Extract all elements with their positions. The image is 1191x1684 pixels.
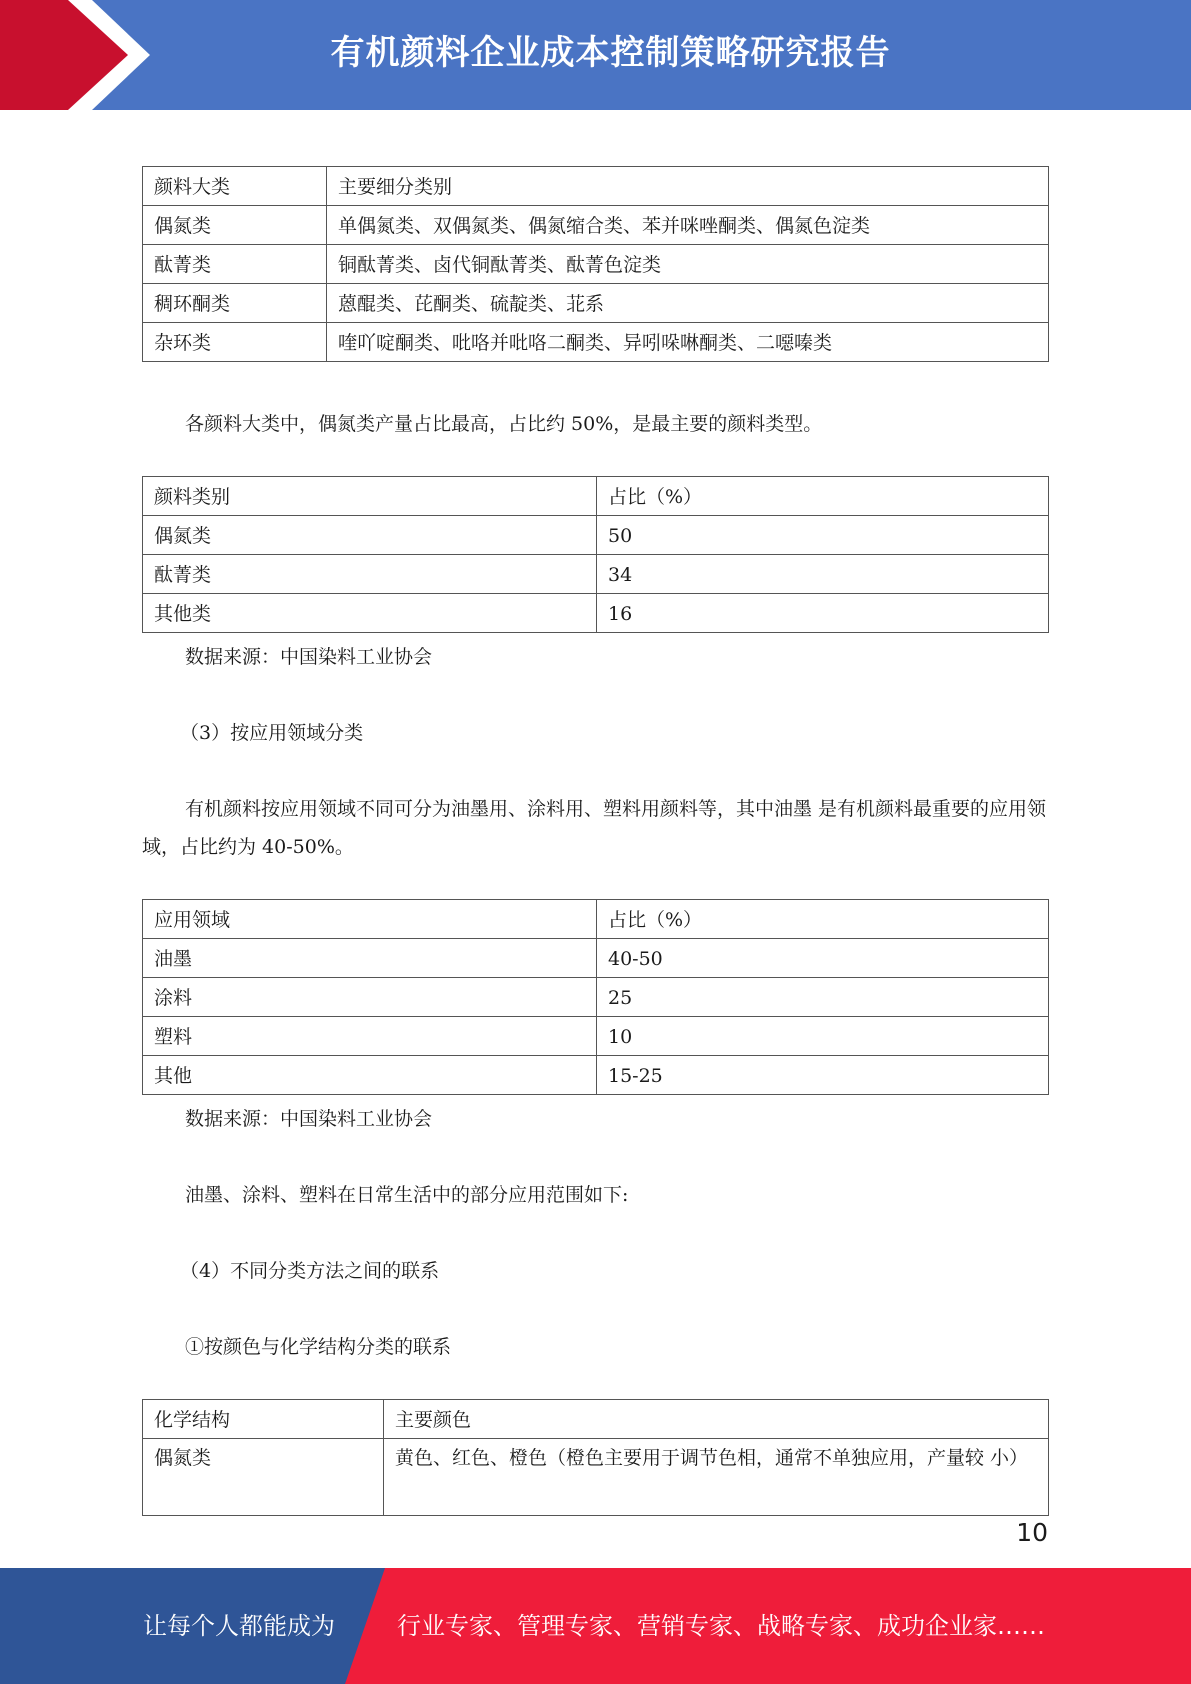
table-cell: 16	[597, 594, 1049, 633]
table-cell: 酞菁类	[143, 555, 597, 594]
paragraph-azo-share: 各颜料大类中，偶氮类产量占比最高，占比约 50%，是最主要的颜料类型。	[185, 413, 823, 435]
table-cell: 颜料大类	[143, 167, 327, 206]
paragraph-usage: 油墨、涂料、塑料在日常生活中的部分应用范围如下:	[185, 1184, 629, 1206]
table-row	[143, 1017, 1049, 1056]
footer-slogan-right: 行业专家、管理专家、营销专家、战略专家、成功企业家……	[397, 1612, 1045, 1640]
section-heading-relations: （4）不同分类方法之间的联系	[180, 1260, 440, 1282]
table-cell: 单偶氮类、双偶氮类、偶氮缩合类、苯并咪唑酮类、偶氮色淀类	[327, 206, 1049, 245]
table-cell: 主要颜色	[384, 1400, 1049, 1439]
table-row	[143, 1439, 1049, 1516]
table-header-row	[143, 900, 1049, 939]
table-cell: 涂料	[143, 978, 597, 1017]
table-cell: 喹吖啶酮类、吡咯并吡咯二酮类、异吲哚啉酮类、二噁嗪类	[327, 323, 1049, 362]
table-cell: 蒽醌类、芘酮类、硫靛类、苝系	[327, 284, 1049, 323]
pigment-classes-table	[142, 166, 1049, 362]
page-header	[0, 0, 1191, 110]
table-cell: 15-25	[597, 1056, 1049, 1095]
table-row	[143, 245, 1049, 284]
table-cell: 34	[597, 555, 1049, 594]
table-cell: 铜酞菁类、卤代铜酞菁类、酞菁色淀类	[327, 245, 1049, 284]
paragraph-application: 有机颜料按应用领域不同可分为油墨用、涂料用、塑料用颜料等，其中油墨 是有机颜料最重要的应用领域，占比约为 40-50%。	[142, 798, 1047, 858]
table-cell: 化学结构	[143, 1400, 384, 1439]
subsection-heading: ①按颜色与化学结构分类的联系	[185, 1336, 452, 1358]
application-share-table	[142, 899, 1049, 1095]
table-cell: 25	[597, 978, 1049, 1017]
table-row	[143, 555, 1049, 594]
report-title: 有机颜料企业成本控制策略研究报告	[330, 33, 891, 73]
table-header-row	[143, 477, 1049, 516]
table-row	[143, 1056, 1049, 1095]
section-heading-application: （3）按应用领域分类	[180, 722, 364, 744]
table-row	[143, 978, 1049, 1017]
table-cell: 杂环类	[143, 323, 327, 362]
table-row	[143, 939, 1049, 978]
table-cell: 偶氮类	[143, 1439, 384, 1516]
table-cell: 油墨	[143, 939, 597, 978]
pigment-share-table	[142, 476, 1049, 633]
table-header-row	[143, 1400, 1049, 1439]
table-cell: 酞菁类	[143, 245, 327, 284]
table-cell: 主要细分类别	[327, 167, 1049, 206]
table-cell: 黄色、红色、橙色（橙色主要用于调节色相，通常不单独应用，产量较 小）	[384, 1439, 1049, 1516]
table-row	[143, 516, 1049, 555]
table-cell: 塑料	[143, 1017, 597, 1056]
table-cell: 占比（%）	[597, 477, 1049, 516]
table-cell: 其他	[143, 1056, 597, 1095]
table-row	[143, 284, 1049, 323]
table-cell: 应用领域	[143, 900, 597, 939]
footer-slogan-left: 让每个人都能成为	[143, 1612, 335, 1640]
table-cell: 占比（%）	[597, 900, 1049, 939]
data-source-note: 数据来源：中国染料工业协会	[185, 1108, 433, 1130]
table-row	[143, 594, 1049, 633]
table-cell: 10	[597, 1017, 1049, 1056]
table-cell: 40-50	[597, 939, 1049, 978]
table-row	[143, 206, 1049, 245]
table-cell: 偶氮类	[143, 206, 327, 245]
table-header-row	[143, 167, 1049, 206]
page-number: 10	[1016, 1518, 1048, 1547]
structure-color-table	[142, 1399, 1049, 1516]
table-cell: 颜料类别	[143, 477, 597, 516]
page-footer	[0, 1568, 1191, 1684]
table-row	[143, 323, 1049, 362]
data-source-note: 数据来源：中国染料工业协会	[185, 646, 433, 668]
table-cell: 其他类	[143, 594, 597, 633]
table-cell: 偶氮类	[143, 516, 597, 555]
table-cell: 50	[597, 516, 1049, 555]
table-cell: 稠环酮类	[143, 284, 327, 323]
